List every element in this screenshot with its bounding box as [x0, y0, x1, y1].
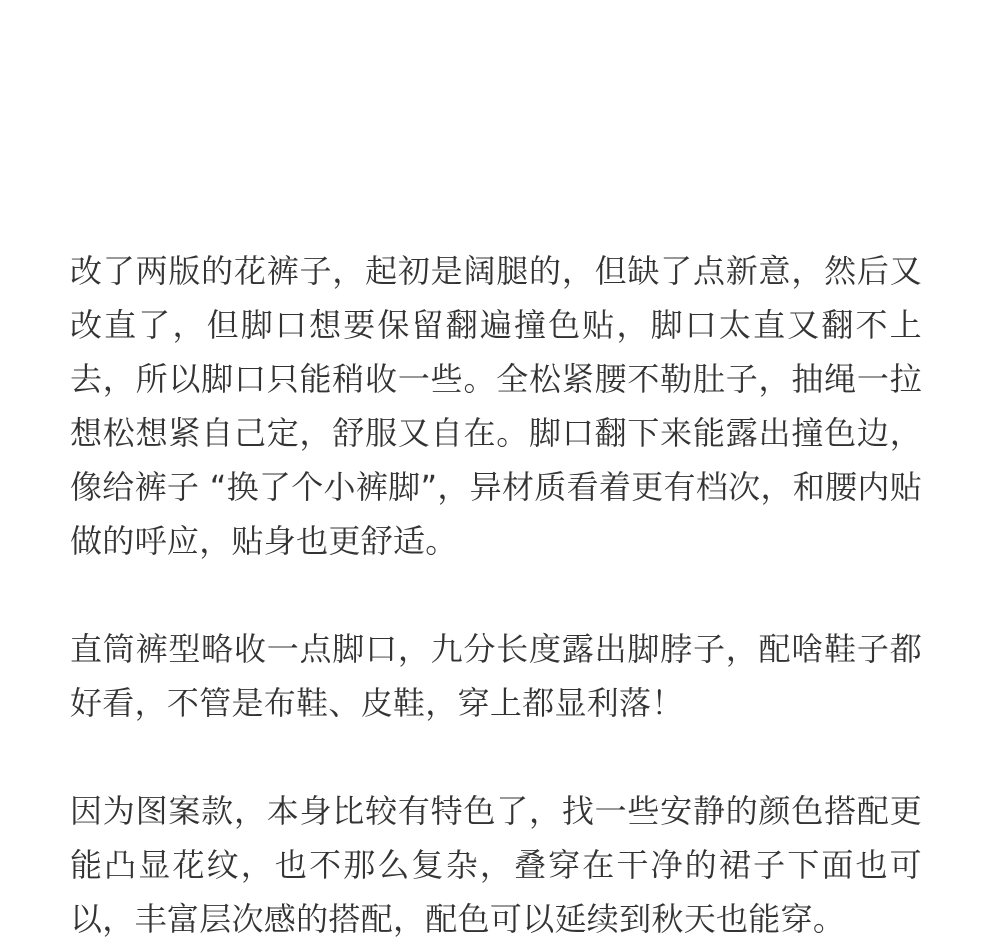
paragraph-fit-length: 直筒裤型略收一点脚口，九分长度露出脚脖子，配啥鞋子都好看，不管是布鞋、皮鞋，穿上都显利落！ [70, 630, 922, 722]
paragraph-pants-design: 改了两版的花裤子，起初是阔腿的，但缺了点新意，然后又改直了，但脚口想要保留翻遍撞色贴，脚口太直又翻不上去，所以脚口只能稍收一些。全松紧腰不勒肚子，抽绳一拉想松想紧自己定，舒服又自在。脚口翻下来能露出撞色边，像给裤子 “换了个小裤脚”，异材质看着更有档次，和腰内贴做的呼应，贴身也更舒适。 [70, 252, 922, 560]
article-body [70, 244, 922, 946]
paragraph-styling: 因为图案款，本身比较有特色了，找一些安静的颜色搭配更能凸显花纹，也不那么复杂，叠穿在干净的裙子下面也可以，丰富层次感的搭配，配色可以延续到秋天也能穿。 [70, 792, 922, 938]
